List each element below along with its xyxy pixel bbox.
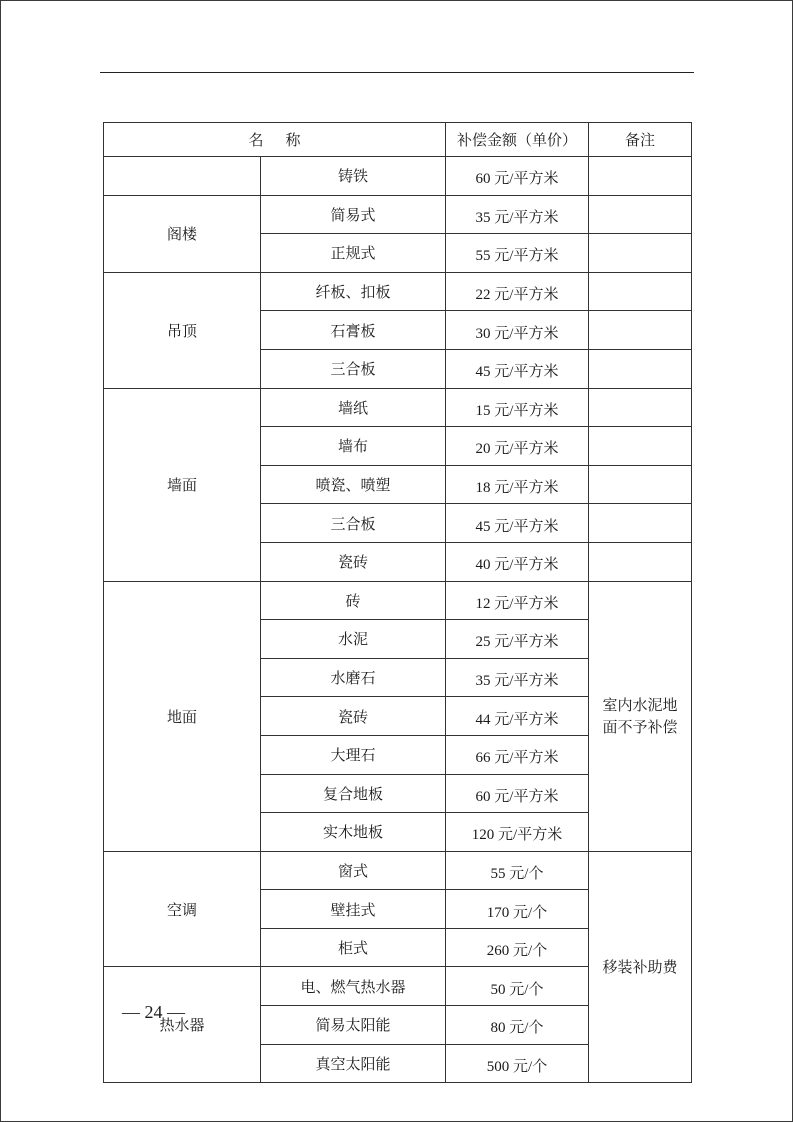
item-price: 66 元/平方米	[446, 735, 589, 774]
item-price: 260 元/个	[446, 928, 589, 967]
item-price: 500 元/个	[446, 1044, 589, 1083]
category-cell: 地面	[104, 581, 261, 851]
remark-cell	[589, 427, 692, 466]
item-price: 50 元/个	[446, 967, 589, 1006]
category-cell	[104, 157, 261, 196]
remark-cell	[589, 311, 692, 350]
table-header-row	[104, 123, 692, 157]
item-name: 简易太阳能	[261, 1006, 446, 1045]
item-price: 45 元/平方米	[446, 504, 589, 543]
header-amount: 补偿金额（单价）	[446, 123, 589, 157]
item-price: 30 元/平方米	[446, 311, 589, 350]
item-price: 44 元/平方米	[446, 697, 589, 736]
item-name: 水泥	[261, 620, 446, 659]
item-price: 170 元/个	[446, 890, 589, 929]
item-price: 15 元/平方米	[446, 388, 589, 427]
item-price: 18 元/平方米	[446, 465, 589, 504]
category-cell: 空调	[104, 851, 261, 967]
item-name: 水磨石	[261, 658, 446, 697]
remark-cell	[589, 157, 692, 196]
item-name: 纤板、扣板	[261, 272, 446, 311]
remark-cell	[589, 272, 692, 311]
item-name: 简易式	[261, 195, 446, 234]
table-row	[104, 388, 692, 427]
table-row	[104, 851, 692, 890]
item-price: 35 元/平方米	[446, 195, 589, 234]
item-price: 45 元/平方米	[446, 349, 589, 388]
item-name: 铸铁	[261, 157, 446, 196]
header-name: 名称	[104, 123, 446, 157]
item-price: 60 元/平方米	[446, 774, 589, 813]
item-price: 60 元/平方米	[446, 157, 589, 196]
item-name: 瓷砖	[261, 697, 446, 736]
table-row	[104, 581, 692, 620]
remark-relocation-cell: 移装补助费	[589, 851, 692, 1083]
item-name: 砖	[261, 581, 446, 620]
item-name: 三合板	[261, 349, 446, 388]
remark-floor-line-1: 室内水泥地	[602, 696, 678, 715]
header-rule	[100, 72, 694, 73]
category-cell: 墙面	[104, 388, 261, 581]
table-row	[104, 157, 692, 196]
table-row	[104, 272, 692, 311]
item-name: 正规式	[261, 234, 446, 273]
item-price: 12 元/平方米	[446, 581, 589, 620]
item-price: 22 元/平方米	[446, 272, 589, 311]
category-cell: 吊顶	[104, 272, 261, 388]
item-name: 柜式	[261, 928, 446, 967]
item-price: 120 元/平方米	[446, 813, 589, 852]
category-cell: 热水器	[104, 967, 261, 1083]
item-price: 55 元/个	[446, 851, 589, 890]
compensation-table	[103, 122, 692, 1083]
item-price: 80 元/个	[446, 1006, 589, 1045]
remark-cell	[589, 195, 692, 234]
remark-cell	[589, 388, 692, 427]
table-row	[104, 195, 692, 234]
remark-cell	[589, 542, 692, 581]
item-name: 真空太阳能	[261, 1044, 446, 1083]
item-price: 35 元/平方米	[446, 658, 589, 697]
item-price: 20 元/平方米	[446, 427, 589, 466]
item-name: 喷瓷、喷塑	[261, 465, 446, 504]
page-number: — 24 —	[122, 1002, 185, 1022]
item-name: 复合地板	[261, 774, 446, 813]
item-name: 墙纸	[261, 388, 446, 427]
item-name: 窗式	[261, 851, 446, 890]
remark-floor-line-2: 面不予补偿	[602, 718, 678, 737]
remark-floor-cell	[589, 581, 692, 851]
item-name: 石膏板	[261, 311, 446, 350]
item-name: 电、燃气热水器	[261, 967, 446, 1006]
remark-cell	[589, 349, 692, 388]
remark-cell	[589, 504, 692, 543]
item-price: 55 元/平方米	[446, 234, 589, 273]
item-name: 三合板	[261, 504, 446, 543]
item-name: 实木地板	[261, 813, 446, 852]
remark-cell	[589, 465, 692, 504]
remark-cell	[589, 234, 692, 273]
item-name: 壁挂式	[261, 890, 446, 929]
item-name: 瓷砖	[261, 542, 446, 581]
header-remark: 备注	[589, 123, 692, 157]
item-price: 40 元/平方米	[446, 542, 589, 581]
item-name: 墙布	[261, 427, 446, 466]
item-name: 大理石	[261, 735, 446, 774]
category-cell: 阁楼	[104, 195, 261, 272]
item-price: 25 元/平方米	[446, 620, 589, 659]
